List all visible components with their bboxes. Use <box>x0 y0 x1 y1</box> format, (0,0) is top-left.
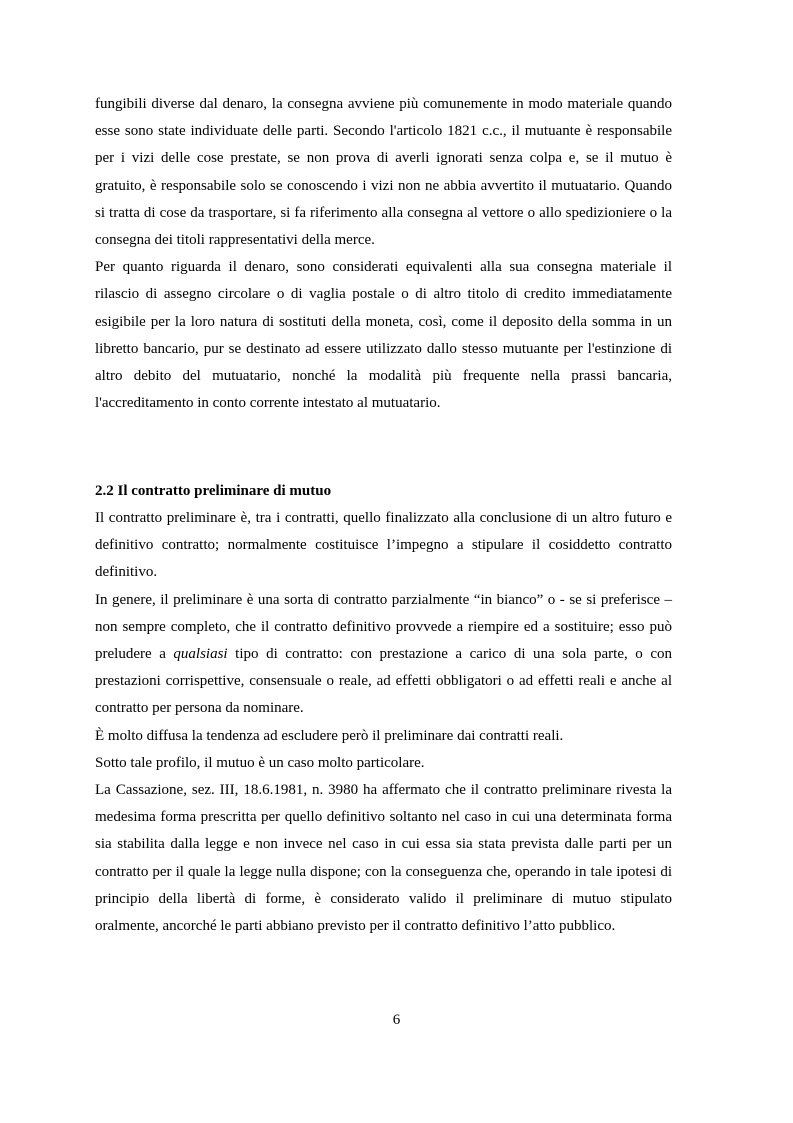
paragraph: È molto diffusa la tendenza ad escludere però il preliminare dai contratti reali. <box>95 727 564 744</box>
paragraph: fungibili diverse dal denaro, la consegna avviene più comunemente in modo materiale quando esse sono state individuate delle parti. Secondo l'articolo 1821 c.c., il mutuante è responsabile per i vizi delle cose prestate, se non prova di averli ignorati senza colpa e, se il mutuo è gratuito, è responsabile solo se conoscendo i vizi non ne abbia avvertito il mutuatario. Quando si tratta di cose da trasportare, si fa riferimento alla consegna al vettore o allo spedizioniere o la consegna dei titoli rappresentativi della merce. <box>95 96 672 249</box>
paragraph: Il contratto preliminare è, tra i contratti, quello finalizzato alla conclusione di un altro futuro e definitivo contratto; normalmente costituisce l’impegno a stipulare il cosiddetto contratto definitivo. <box>95 510 672 581</box>
italic-text: qualsiasi <box>173 646 228 663</box>
paragraph <box>95 587 672 723</box>
text-span: tipo di contratto: con prestazione a carico di una sola parte, o con prestazioni corrispettive, consensuale o reale, ad effetti obbligatori o ad effetti reali e anche al contratto per persona da nominare. <box>95 646 673 717</box>
section-heading: 2.2 Il contratto preliminare di mutuo <box>95 483 332 499</box>
section-2-text <box>95 505 672 940</box>
paragraph: Per quanto riguarda il denaro, sono considerati equivalenti alla sua consegna materiale il rilascio di assegno circolare o di vaglia postale o di altro titolo di credito immediatamente esigibile per la loro natura di sostituti della moneta, così, come il deposito della somma in un libretto bancario, pur se destinato ad essere utilizzato dallo stesso mutuante per l'estinzione di altro debito del mutuatario, nonché la modalità più frequente nella prassi bancaria, l'accreditamento in conto corrente intestato al mutuatario. <box>95 259 672 412</box>
page-number: 6 <box>392 1012 401 1028</box>
paragraph: Sotto tale profilo, il mutuo è un caso molto particolare. <box>95 754 425 771</box>
text-span: In genere, il preliminare è una sorta di contratto parzialmente “in bianco” o - se si preferisce – non sempre completo, che il contratto definitivo provvede a riempire ed a sostituire; esso può preludere a <box>95 591 672 663</box>
paragraph: La Cassazione, sez. III, 18.6.1981, n. 3980 ha affermato che il contratto preliminare rivesta la medesima forma prescritta per quello definitivo soltanto nel caso in cui una determinata forma sia stabilita dalla legge e non invece nel caso in cui essa sia stata prevista dalle parti per un contratto per il quale la legge nulla dispone; con la conseguenza che, operando in tale ipotesi di principio della libertà di forme, è considerato valido il preliminare di mutuo stipulato oralmente, ancorché le parti abbiano previsto per il contratto definitivo l’atto pubblico. <box>95 782 672 935</box>
section-1-text <box>95 91 672 417</box>
